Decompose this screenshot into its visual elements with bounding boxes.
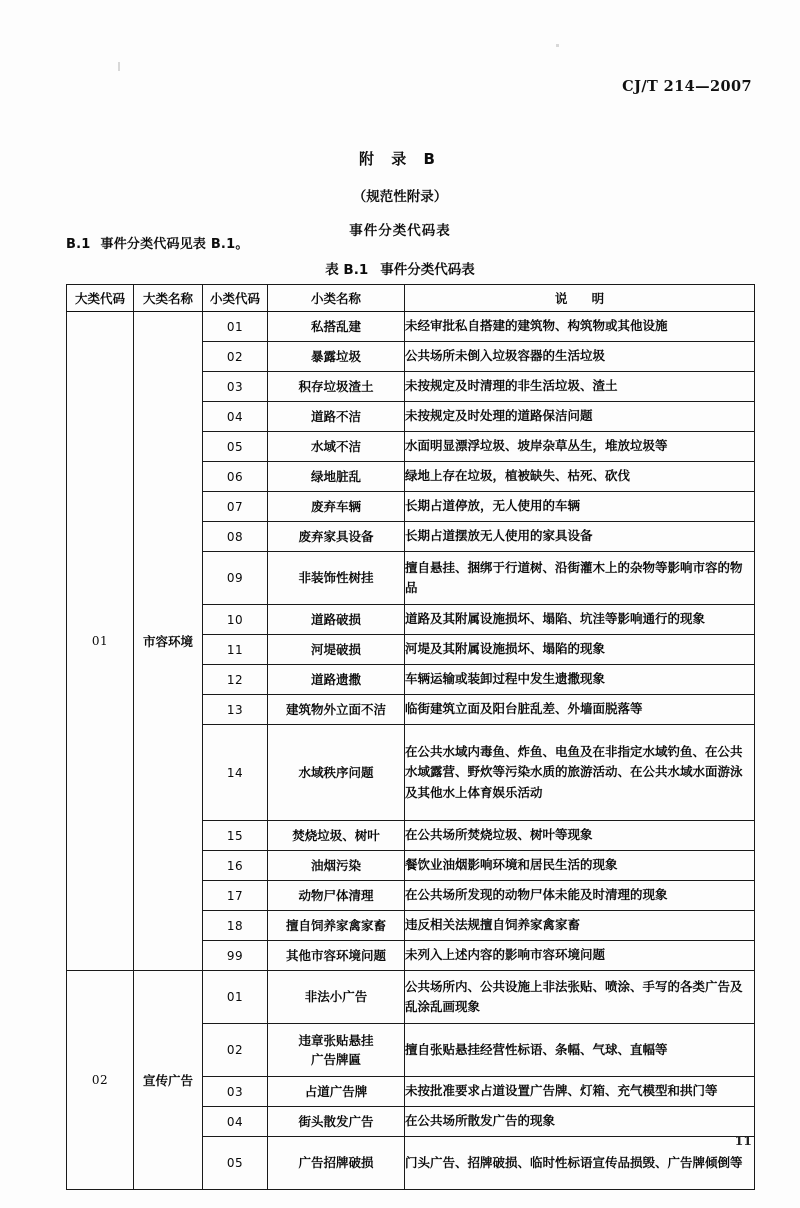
description-cell: 临街建筑立面及阳台脏乱差、外墙面脱落等 (405, 695, 755, 725)
minor-code-cell: 05 (203, 1137, 268, 1190)
minor-name-cell: 其他市容环境问题 (268, 941, 405, 971)
description-cell: 公共场所内、公共设施上非法张贴、喷涂、手写的各类广告及乱涂乱画现象 (405, 971, 755, 1024)
minor-name-cell: 擅自饲养家禽家畜 (268, 911, 405, 941)
annex-subtitle: （规范性附录） (352, 189, 448, 205)
minor-name-cell: 私搭乱建 (268, 312, 405, 342)
annex-heading-block (0, 148, 800, 239)
description-cell: 长期占道摆放无人使用的家具设备 (405, 522, 755, 552)
minor-code-cell: 01 (203, 971, 268, 1024)
description-cell: 在公共场所发现的动物尸体未能及时清理的现象 (405, 881, 755, 911)
minor-code-cell: 16 (203, 851, 268, 881)
column-header-minor-name: 小类名称 (268, 285, 405, 312)
minor-name-cell: 非法小广告 (268, 971, 405, 1024)
column-header-major-code: 大类代码 (67, 285, 134, 312)
minor-name-cell: 油烟污染 (268, 851, 405, 881)
minor-code-cell: 03 (203, 1077, 268, 1107)
description-cell: 未按批准要求占道设置广告牌、灯箱、充气模型和拱门等 (405, 1077, 755, 1107)
annex-name: 事件分类代码表 (349, 223, 451, 239)
annex-title: 附 录 B (359, 150, 441, 168)
description-cell: 在公共水域内毒鱼、炸鱼、电鱼及在非指定水域钓鱼、在公共水域露营、野炊等污染水质的旅游活动、在公共水域水面游泳及其他水上体育娱乐活动 (405, 725, 755, 821)
minor-code-cell: 14 (203, 725, 268, 821)
minor-code-cell: 04 (203, 402, 268, 432)
minor-code-cell: 04 (203, 1107, 268, 1137)
minor-name-cell: 非装饰性树挂 (268, 552, 405, 605)
minor-name-cell: 道路破损 (268, 605, 405, 635)
minor-name-cell: 积存垃圾渣土 (268, 372, 405, 402)
clause-text: 事件分类代码见表 B.1。 (100, 237, 249, 252)
description-cell: 道路及其附属设施损坏、塌陷、坑洼等影响通行的现象 (405, 605, 755, 635)
table-caption (0, 258, 800, 278)
page-number: 11 (734, 1133, 752, 1148)
minor-code-cell: 03 (203, 372, 268, 402)
column-header-minor-code: 小类代码 (203, 285, 268, 312)
minor-name-cell: 暴露垃圾 (268, 342, 405, 372)
table-caption-label: 表 B.1 (325, 262, 369, 278)
minor-code-cell: 11 (203, 635, 268, 665)
description-cell: 未按规定及时处理的道路保洁问题 (405, 402, 755, 432)
table-header-row (67, 285, 755, 312)
minor-name-cell: 动物尸体清理 (268, 881, 405, 911)
description-cell: 在公共场所散发广告的现象 (405, 1107, 755, 1137)
table-header (67, 285, 755, 312)
minor-name-cell: 水域秩序问题 (268, 725, 405, 821)
minor-name-cell: 道路不洁 (268, 402, 405, 432)
minor-name-cell: 水域不洁 (268, 432, 405, 462)
minor-code-cell: 02 (203, 1024, 268, 1077)
major-code-cell: 02 (67, 971, 134, 1190)
description-cell: 擅自悬挂、捆绑于行道树、沿街灌木上的杂物等影响市容的物品 (405, 552, 755, 605)
minor-code-cell: 10 (203, 605, 268, 635)
minor-name-cell: 广告招牌破损 (268, 1137, 405, 1190)
minor-name-cell: 废弃家具设备 (268, 522, 405, 552)
description-cell: 未列入上述内容的影响市容环境问题 (405, 941, 755, 971)
minor-code-cell: 08 (203, 522, 268, 552)
minor-name-cell: 焚烧垃圾、树叶 (268, 821, 405, 851)
event-classification-table-wrapper (66, 284, 754, 1190)
event-classification-table (66, 284, 755, 1190)
description-cell: 未按规定及时清理的非生活垃圾、渣土 (405, 372, 755, 402)
column-header-major-name: 大类名称 (134, 285, 203, 312)
major-code-cell: 01 (67, 312, 134, 971)
minor-code-cell: 17 (203, 881, 268, 911)
clause-number: B.1 (66, 237, 91, 252)
scan-speckle (556, 44, 559, 47)
minor-name-cell: 违章张贴悬挂 广告牌匾 (268, 1024, 405, 1077)
minor-name-cell: 占道广告牌 (268, 1077, 405, 1107)
minor-code-cell: 13 (203, 695, 268, 725)
minor-code-cell: 06 (203, 462, 268, 492)
major-name-cell: 市容环境 (134, 312, 203, 971)
description-cell: 河堤及其附属设施损坏、塌陷的现象 (405, 635, 755, 665)
standard-number-header: CJ/T 214—2007 (622, 78, 752, 95)
minor-name-cell: 道路遗撒 (268, 665, 405, 695)
table-row (67, 971, 755, 1024)
column-header-description: 说 明 (405, 285, 755, 312)
description-cell: 长期占道停放，无人使用的车辆 (405, 492, 755, 522)
description-cell: 水面明显漂浮垃圾、坡岸杂草丛生，堆放垃圾等 (405, 432, 755, 462)
minor-name-cell: 街头散发广告 (268, 1107, 405, 1137)
minor-code-cell: 12 (203, 665, 268, 695)
table-body (67, 312, 755, 1190)
minor-code-cell: 05 (203, 432, 268, 462)
minor-code-cell: 07 (203, 492, 268, 522)
description-cell: 门头广告、招牌破损、临时性标语宣传品损毁、广告牌倾倒等 (405, 1137, 755, 1190)
scan-speckle (118, 62, 120, 71)
minor-code-cell: 99 (203, 941, 268, 971)
table-row (67, 312, 755, 342)
table-caption-title: 事件分类代码表 (380, 262, 475, 278)
minor-name-cell: 废弃车辆 (268, 492, 405, 522)
minor-code-cell: 01 (203, 312, 268, 342)
description-cell: 绿地上存在垃圾，植被缺失、枯死、砍伐 (405, 462, 755, 492)
minor-name-cell: 建筑物外立面不洁 (268, 695, 405, 725)
minor-code-cell: 15 (203, 821, 268, 851)
minor-code-cell: 02 (203, 342, 268, 372)
major-name-cell: 宣传广告 (134, 971, 203, 1190)
minor-name-cell: 河堤破损 (268, 635, 405, 665)
description-cell: 餐饮业油烟影响环境和居民生活的现象 (405, 851, 755, 881)
minor-code-cell: 09 (203, 552, 268, 605)
description-cell: 违反相关法规擅自饲养家禽家畜 (405, 911, 755, 941)
description-cell: 公共场所未倒入垃圾容器的生活垃圾 (405, 342, 755, 372)
description-cell: 未经审批私自搭建的建筑物、构筑物或其他设施 (405, 312, 755, 342)
minor-code-cell: 18 (203, 911, 268, 941)
description-cell: 车辆运输或装卸过程中发生遗撒现象 (405, 665, 755, 695)
description-cell: 在公共场所焚烧垃圾、树叶等现象 (405, 821, 755, 851)
minor-name-cell: 绿地脏乱 (268, 462, 405, 492)
description-cell: 擅自张贴悬挂经营性标语、条幅、气球、直幅等 (405, 1024, 755, 1077)
clause-b1 (66, 233, 249, 252)
